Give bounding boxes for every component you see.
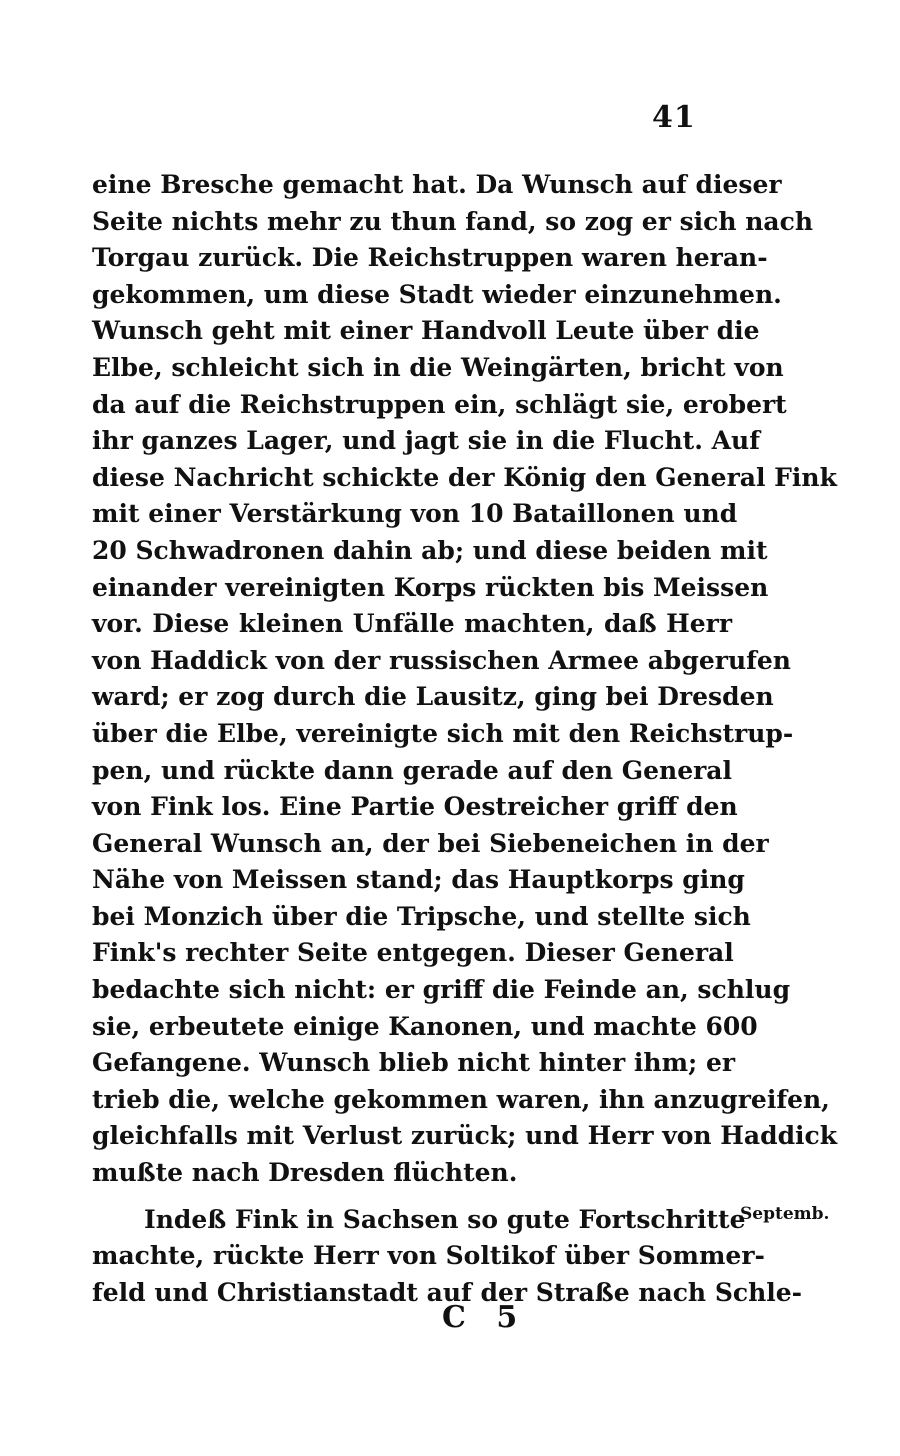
text-line: bei Monzich über die Tripsche, und stellte sich — [92, 901, 751, 931]
text-line: mußte nach Dresden flüchten. — [92, 1158, 518, 1188]
text-line: feld und Christianstadt auf der Straße nach Schle- — [92, 1277, 803, 1307]
paragraph — [92, 167, 838, 1192]
text-line: da auf die Reichstruppen ein, schlägt sie, erobert — [92, 389, 787, 419]
text-line: Indeß Fink in Sachsen so gute Fortschritte — [144, 1204, 746, 1234]
paragraph-gap — [92, 1192, 732, 1202]
text-line: General Wunsch an, der bei Siebeneichen in der — [92, 828, 769, 858]
text-line: eine Bresche gemacht hat. Da Wunsch auf dieser — [92, 170, 782, 199]
text-line: pen, und rückte dann gerade auf den General — [92, 755, 732, 785]
text-line: Fink's rechter Seite entgegen. Dieser General — [92, 938, 734, 968]
signature-mark: C 5 — [442, 1300, 528, 1335]
text-line: bedachte sich nicht: er griff die Feinde an, schlug — [92, 975, 791, 1005]
text-line: sie, erbeutete einige Kanonen, und machte 600 — [92, 1011, 758, 1041]
text-line: Torgau zurück. Die Reichstruppen waren heran- — [92, 243, 768, 273]
text-line: ward; er zog durch die Lausitz, ging bei Dresden — [92, 682, 774, 712]
text-line: Wunsch geht mit einer Handvoll Leute über die — [92, 316, 760, 346]
text-line: Elbe, schleicht sich in die Weingärten, bricht von — [92, 352, 784, 382]
text-line: gekommen, um diese Stadt wieder einzunehmen. — [92, 279, 782, 309]
page-number: 41 — [652, 100, 696, 135]
text-line: machte, rückte Herr von Soltikof über Sommer- — [92, 1241, 765, 1271]
text-line: einander vereinigten Korps rückten bis Meissen — [92, 572, 769, 602]
text-line: Seite nichts mehr zu thun fand, so zog er sich nach — [92, 206, 814, 236]
text-line: vor. Diese kleinen Unfälle machten, daß Herr — [92, 609, 732, 639]
text-line: trieb die, welche gekommen waren, ihn anzugreifen, — [92, 1084, 830, 1114]
text-line: Gefangene. Wunsch blieb nicht hinter ihm; er — [92, 1048, 736, 1078]
text-line: Nähe von Meissen stand; das Hauptkorps ging — [92, 865, 745, 895]
text-line: gleichfalls mit Verlust zurück; und Herr von Haddick — [92, 1121, 838, 1151]
text-line: von Haddick von der russischen Armee abgerufen — [92, 645, 791, 675]
text-line: diese Nachricht schickte der König den General Fink — [92, 462, 837, 492]
text-line: über die Elbe, vereinigte sich mit den Reichstrup- — [92, 718, 794, 748]
text-line: mit einer Verstärkung von 10 Bataillonen und — [92, 499, 738, 529]
margin-note: Septemb. — [740, 1204, 830, 1224]
text-line: 20 Schwadronen dahin ab; und diese beiden mit — [92, 535, 768, 565]
text-line: von Fink los. Eine Partie Oestreicher griff den — [92, 792, 738, 822]
text-line: ihr ganzes Lager, und jagt sie in die Flucht. Auf — [92, 426, 760, 456]
